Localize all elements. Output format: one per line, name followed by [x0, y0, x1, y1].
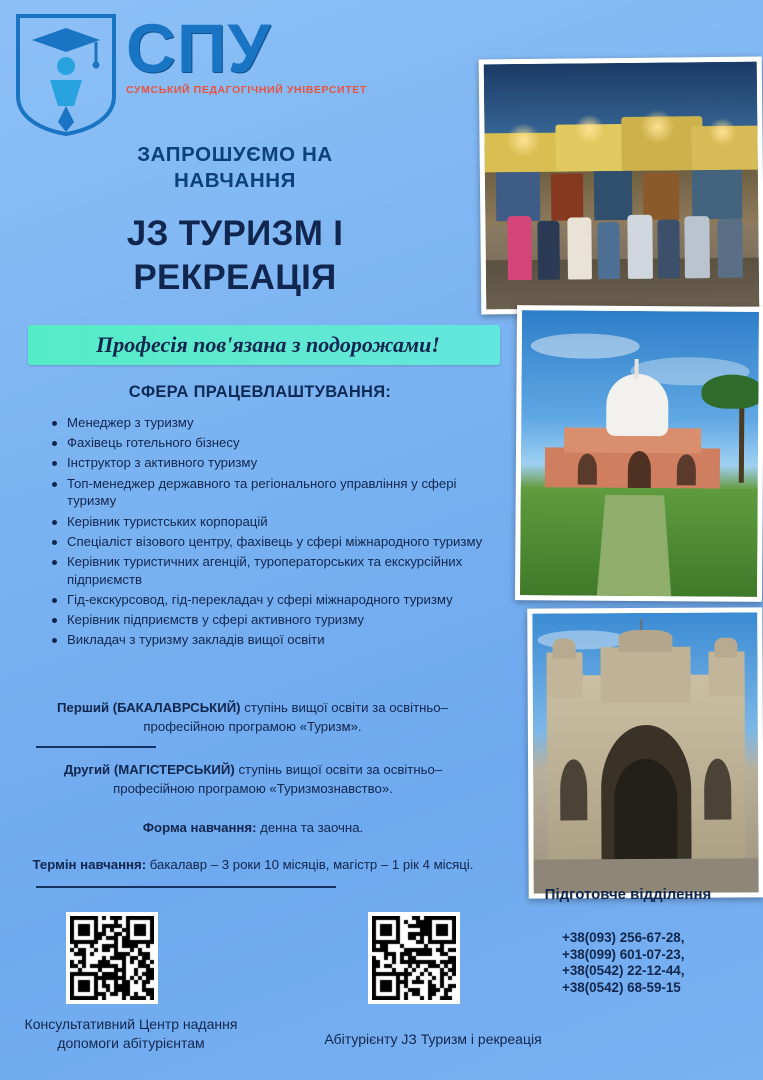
invitation-line-1: ЗАПРОШУЄМО НА	[137, 143, 333, 166]
list-item: Спеціаліст візового центру, фахівець у сфері міжнародного туризму	[48, 533, 498, 551]
degree-second	[28, 760, 478, 798]
university-logo	[8, 6, 458, 136]
qr-right-caption: Абітурієнту ЈЗ Туризм і рекреація	[324, 1031, 542, 1047]
study-term-value: бакалавр – 3 роки 10 місяців, магістр – 1 рік 4 місяці.	[146, 857, 474, 872]
photo-gateway-of-india	[527, 607, 763, 898]
prep-department-title: Підготовче відділення	[544, 886, 712, 903]
logo-wordmark	[126, 10, 456, 96]
list-item: Інструктор з активного туризму	[48, 454, 498, 472]
logo-full-name: СУМСЬКИЙ ПЕДАГОГІЧНИЙ УНІВЕРСИТЕТ	[126, 83, 367, 96]
page-title-line-2: РЕКРЕАЦІЯ	[133, 257, 337, 297]
qr-left-caption: Консультативний Центр надання допомоги абітурієнтам	[24, 1016, 238, 1051]
list-item: Гід-екскурсовод, гід-перекладач у сфері міжнародного туризму	[48, 591, 498, 609]
list-item: Фахівець готельного бізнесу	[48, 434, 498, 452]
photo-gateway-of-india-image	[532, 612, 758, 893]
list-item: Менеджер з туризму	[48, 414, 498, 432]
degree-first	[40, 698, 465, 736]
list-item: Керівник туристських корпорацій	[48, 513, 498, 531]
employment-list	[48, 414, 498, 651]
invitation-line-2: НАВЧАННЯ	[174, 168, 296, 192]
phone-number: +38(0542) 68-59-15	[562, 979, 681, 995]
degree-second-label: Другий (МАГІСТЕРСЬКИЙ)	[63, 762, 235, 777]
study-term	[28, 855, 478, 874]
list-item: Викладач з туризму закладів вищої освіти	[48, 631, 498, 649]
divider	[36, 886, 336, 888]
degree-first-text: ступінь вищої освіти за освітньо–професійною програмою «Туризм».	[143, 700, 448, 734]
list-item: Топ-менеджер державного та регіонального управління у сфері туризму	[48, 475, 498, 511]
page-title-line-1: ЈЗ ТУРИЗМ І	[126, 214, 344, 253]
photo-humayun-tomb-image	[520, 310, 759, 597]
study-form	[28, 818, 478, 837]
study-form-value: денна та заочна.	[256, 820, 364, 835]
phone-number: +38(093) 256-67-28,	[562, 930, 685, 945]
divider	[36, 746, 156, 748]
photo-humayun-tomb	[515, 305, 763, 602]
degree-first-label: Перший (БАКАЛАВРСЬКИЙ)	[57, 700, 241, 715]
photo-night-bazaar	[479, 57, 763, 315]
tagline-text: Професія пов'язана з подорожами!	[96, 332, 440, 357]
list-item: Керівник підприємств у сфері активного туризму	[48, 611, 498, 629]
logo-acronym: СПУ	[126, 10, 272, 87]
prep-department-phones	[562, 930, 762, 996]
study-form-label: Форма навчання:	[142, 820, 257, 835]
list-item: Керівник туристичних агенцій, туроператорських та екскурсійних підприємств	[48, 553, 498, 589]
page-title	[0, 212, 470, 300]
employment-section-title: СФЕРА ПРАЦЕВЛАШТУВАННЯ:	[128, 383, 392, 401]
degree-second-text: ступінь вищої освіти за освітньо–професійною програмою «Туризмознавство».	[113, 762, 443, 796]
qr-code-consult-center[interactable]	[66, 912, 158, 1004]
photo-night-bazaar-image	[484, 62, 760, 310]
qr-code-applicant[interactable]	[368, 912, 460, 1004]
graduation-cap-pen-shield-icon	[12, 10, 120, 138]
phone-number: +38(0542) 22-12-44,	[562, 963, 685, 978]
study-term-label: Термін навчання:	[32, 857, 147, 872]
invitation-heading	[0, 142, 470, 193]
phone-number: +38(099) 601-07-23,	[562, 946, 685, 962]
